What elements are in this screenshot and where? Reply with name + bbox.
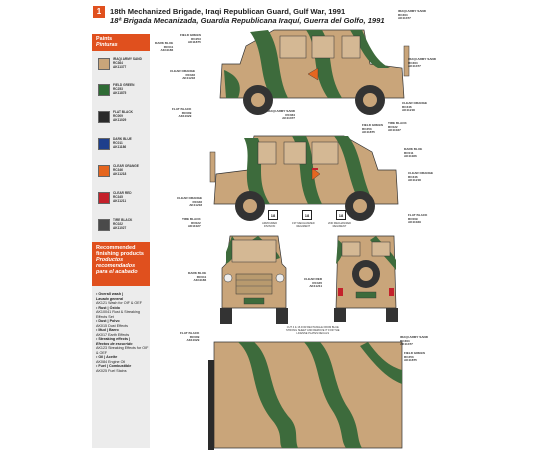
unit-badge: 18	[336, 210, 346, 220]
title-spanish: 18ª Brigada Mecanizada, Guardia Republicana Iraquí, Guerra del Golfo, 1991	[110, 16, 385, 25]
callout-dark-blue-mid: DARK BLUE RC011 AK11186	[404, 147, 423, 159]
vehicle-front-view	[218, 228, 290, 328]
callout-clear-orange-left: CLEAR ORANGE RC346 AK11218	[177, 196, 203, 208]
callout-iraqi-sand-right: IRAQI ARMY SAND RC364 AK11377	[408, 57, 437, 69]
color-swatch	[98, 111, 110, 123]
callout-field-green-bottom: FIELD GREEN RC253 AK11875	[404, 351, 425, 363]
recommended-label-en: Recommended finishing products	[96, 245, 144, 257]
unit-badge: 18	[268, 210, 278, 220]
product-line: Lavado general	[96, 296, 124, 301]
callout-clear-orange-right: CLEAR ORANGE RC346 AK11218	[408, 171, 434, 183]
product-line: • Overall wash |	[96, 292, 124, 296]
swatch-row	[98, 111, 148, 127]
callout-dark-blue: DARK BLUE RC011 AK11186	[155, 41, 174, 53]
step-number-badge: 1	[93, 6, 105, 18]
marking-plate-note: CUT 4 & 16 FOR RECTANGLE FROM BLUE STRONG SHEET AND REMOVE IT FOR THE LICENSE PLATES DECALS	[286, 326, 340, 335]
callout-tire-black-right: TIRE BLACK RC022 AK11027	[388, 121, 407, 133]
color-swatch	[98, 219, 110, 231]
swatch-label: TIRE BLACK RC022 AK11027	[113, 218, 133, 230]
callout-dark-blue-front: DARK BLUE RC011 AK11186	[188, 271, 207, 283]
product-line: AK017 Earth Effects	[96, 332, 130, 337]
swatch-row	[98, 58, 148, 74]
callout-field-green-mid: FIELD GREEN RC253 AK11875	[362, 123, 383, 135]
swatch-label: CLEAR ORANGE RC346 AK11218	[113, 164, 139, 176]
vehicle-right-side-view	[208, 128, 408, 223]
color-swatch	[98, 58, 110, 70]
vehicle-rear-view	[330, 230, 402, 326]
product-line: • Streaking effects |	[96, 337, 131, 341]
product-line: • Fuel | Combustible	[96, 364, 132, 368]
paints-header	[92, 34, 150, 51]
color-swatch	[98, 84, 110, 96]
swatch-label: FIELD GREEN RC253 AK11875	[113, 83, 135, 95]
product-line: • Rust | Óxido	[96, 305, 121, 310]
swatch-label: CLEAR RED RC345 AK11211	[113, 191, 132, 203]
product-line: AK123 Streaking Effects for OIF & OEF	[96, 346, 149, 355]
callout-flat-black: FLAT BLACK RC009 AK11029	[172, 107, 192, 119]
product-line: • Oil | Aceite	[96, 355, 118, 359]
product-line: AK025 Fuel Stains	[96, 368, 127, 373]
swatch-row	[98, 192, 148, 208]
recommended-label-es: Productos recomendados para el acabado	[96, 257, 138, 275]
product-line: AK121 Wash for OIF & OEF	[96, 301, 142, 305]
product-line: • Dust | Polvo	[96, 319, 120, 323]
vehicle-top-view	[208, 330, 408, 450]
swatch-row	[98, 165, 148, 181]
callout-clear-red-rear: CLEAR RED RC345 AK11211	[304, 277, 323, 289]
callout-tire-black-left: TIRE BLACK RC022 AK11027	[182, 217, 201, 229]
recommended-header	[92, 242, 150, 286]
callout-clear-orange: CLEAR ORANGE RC346 AK11218	[170, 69, 196, 81]
product-line: AK015 Dust Effects	[96, 323, 128, 328]
product-line: • Mud | Barro	[96, 328, 119, 332]
callout-flat-black-front: FLAT BLACK RC009 AK11029	[180, 331, 200, 343]
swatch-label: DARK BLUE RC011 AK11186	[113, 137, 132, 149]
swatch-row	[98, 84, 148, 100]
marking-mech-regiment-2: 2ND MECHANIZED REGIMENT	[328, 222, 352, 228]
title-english: 18th Mechanized Brigade, Iraqi Republican Guard, Gulf War, 1991	[110, 7, 346, 16]
callout-flat-black-right: FLAT BLACK RC009 AK11029	[408, 213, 428, 225]
paints-label-es: Pinturas	[96, 41, 118, 48]
color-swatch	[98, 165, 110, 177]
product-line: AK10041 Rust & Streaking Effects Set	[96, 310, 140, 319]
marking-mech-regiment: 1ST MECHANIZED REGIMENT	[292, 222, 315, 228]
product-list	[96, 292, 150, 373]
marking-armoured-division: ARMOURED DIVISION	[262, 222, 278, 228]
product-line: AK084 Engine Oil	[96, 359, 126, 364]
color-swatch	[98, 192, 110, 204]
color-swatch	[98, 138, 110, 150]
swatch-label: IRAQI ARMY SAND RC364 AK11377	[113, 57, 142, 69]
callout-clear-orange-mid: CLEAR ORANGE RC346 AK11218	[402, 101, 428, 113]
product-line: Efectos de escurrido	[96, 341, 133, 346]
callout-iraqi-sand-bottom: IRAQI ARMY SAND RC364 AK11377	[400, 335, 429, 347]
paints-label-en: Paints	[96, 36, 113, 42]
swatch-row	[98, 138, 148, 154]
paint-sidebar	[92, 34, 150, 448]
swatch-row	[98, 219, 148, 235]
callout-iraqi-sand-mid: IRAQI ARMY SAND RC364 AK11377	[267, 109, 296, 121]
callout-iraqi-sand: IRAQI ARMY SAND RC364 AK11377	[398, 9, 427, 21]
callout-field-green: FIELD GREEN RC253 AK11875	[180, 33, 201, 45]
unit-badge: 18	[302, 210, 312, 220]
vehicle-left-side-view	[210, 22, 410, 117]
swatch-label: FLAT BLACK RC009 AK11029	[113, 110, 133, 122]
